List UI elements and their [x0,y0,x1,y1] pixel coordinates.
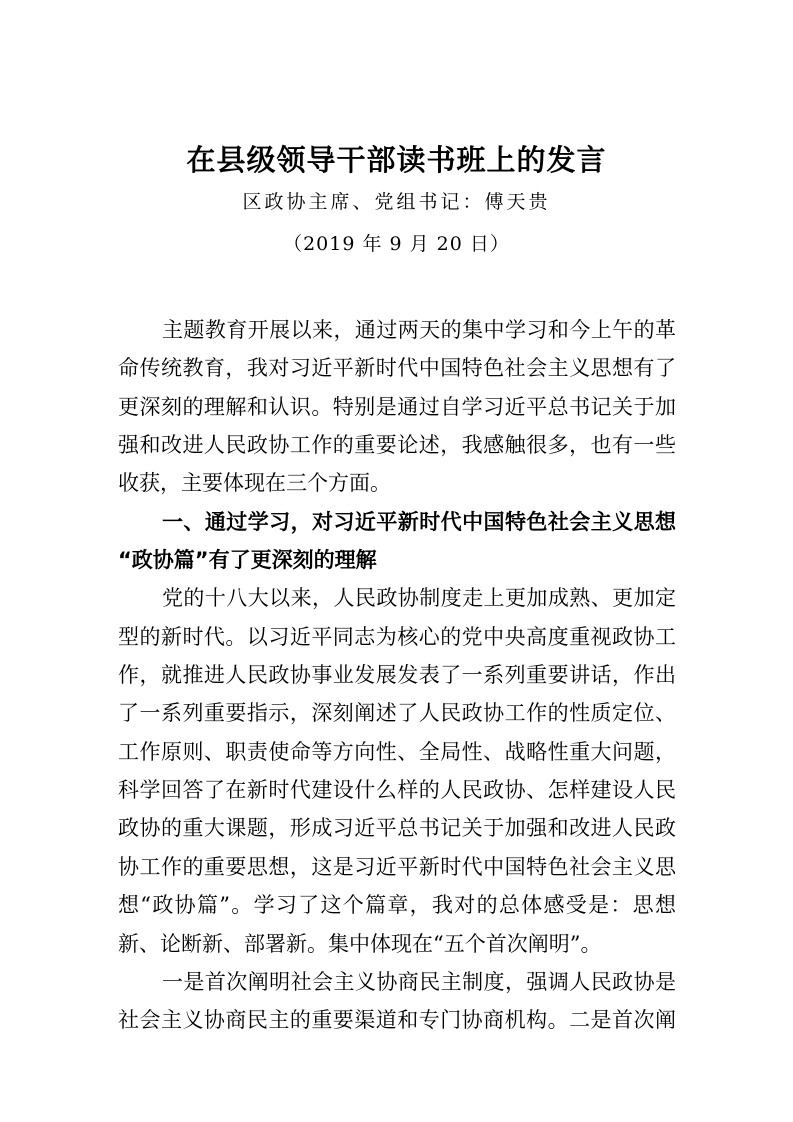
document-body [118,311,676,1040]
text-line: 一、通过学习，对习近平新时代中国特色社会主义思想 [162,509,676,534]
text-line: 社会主义协商民主的重要渠道和专门协商机构。二是首次阐 [118,1008,676,1033]
text-line: 命传统教育，我对习近平新时代中国特色社会主义思想有了 [118,356,676,381]
document-title: 在县级领导干部读书班上的发言 [186,143,607,177]
text-line: 作，就推进人民政协事业发展发表了一系列重要讲话，作出 [118,663,676,688]
text-line: “政协篇”有了更深刻的理解 [118,548,377,573]
text-line: 想“政协篇”。学习了这个篇章，我对的总体感受是：思想 [118,893,676,918]
text-line: 收获，主要体现在三个方面。 [118,471,391,496]
document-author: 区政协主席、党组书记：傅天贵 [242,191,551,213]
text-line: 协工作的重要思想，这是习近平新时代中国特色社会主义思 [118,854,676,879]
text-line: 强和改进人民政协工作的重要论述，我感触很多，也有一些 [118,433,676,458]
paragraph [118,963,676,1040]
paragraph [118,579,676,962]
text-line: 主题教育开展以来，通过两天的集中学习和今上午的革 [162,318,676,342]
document-date: （2019 年 9 月 20 日） [283,233,510,255]
text-line: 更深刻的理解和认识。特别是通过自学习近平总书记关于加 [118,394,676,419]
paragraph [118,311,676,503]
text-line: 政协的重大课题，形成习近平总书记关于加强和改进人民政 [118,816,676,841]
text-line: 一是首次阐明社会主义协商民主制度，强调人民政协是 [162,969,676,994]
text-line: 党的十八大以来，人民政协制度走上更加成熟、更加定 [162,586,676,611]
text-line: 了一系列重要指示，深刻阐述了人民政协工作的性质定位、 [118,701,676,726]
text-line: 工作原则、职责使命等方向性、全局性、战略性重大问题， [118,739,676,764]
text-line: 科学回答了在新时代建设什么样的人民政协、怎样建设人民 [118,778,676,803]
text-line: 型的新时代。以习近平同志为核心的党中央高度重视政协工 [118,624,676,649]
text-line: 新、论断新、部署新。集中体现在“五个首次阐明”。 [118,931,602,956]
section-heading [118,503,676,580]
